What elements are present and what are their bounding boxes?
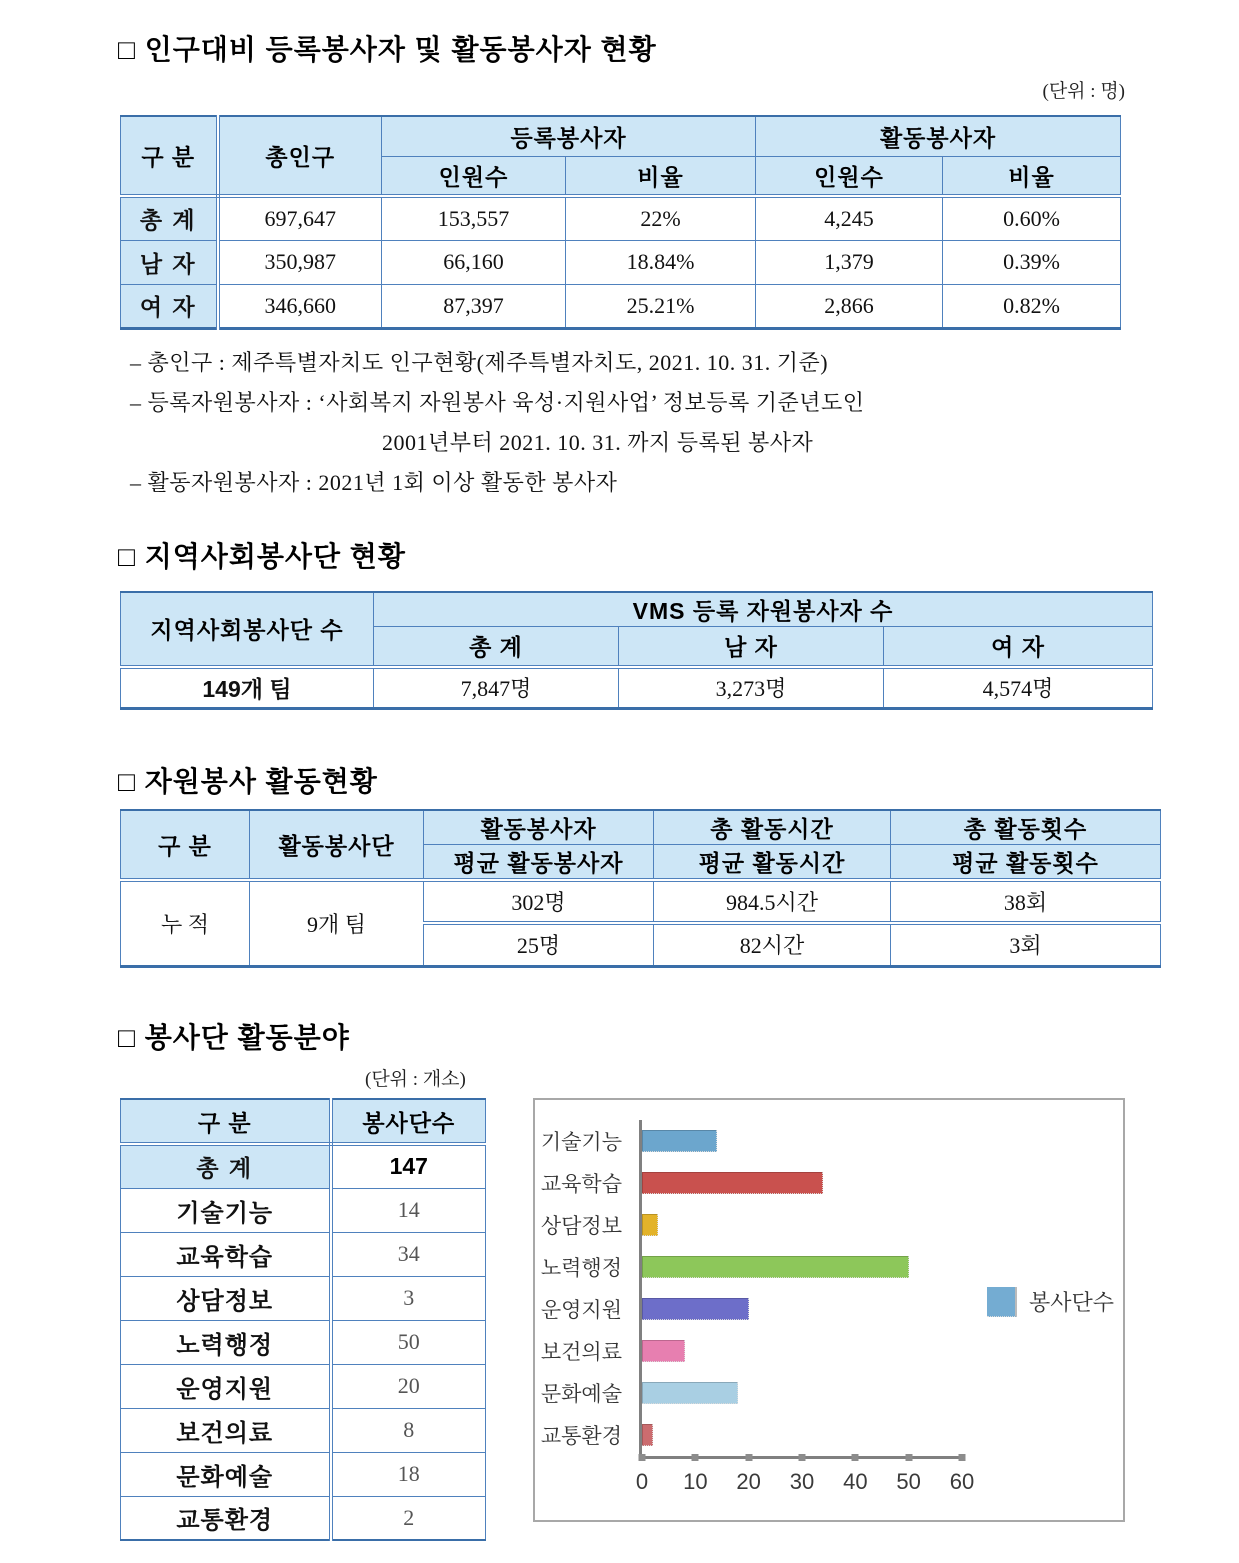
population-volunteer-table bbox=[120, 115, 1121, 330]
chart-category-label: 기술기능 bbox=[540, 1131, 622, 1154]
chart-bar-track bbox=[642, 1340, 962, 1362]
field-table-row bbox=[121, 1320, 486, 1364]
chart-category-label: 보건의료 bbox=[540, 1341, 622, 1364]
times-total-value: 38회 bbox=[891, 880, 1161, 923]
x-tick-label: 50 bbox=[896, 1469, 921, 1494]
col-header-group: 구 분 bbox=[121, 810, 250, 880]
col-header-active-count: 인원수 bbox=[756, 156, 943, 196]
total-population: 346,660 bbox=[218, 284, 382, 328]
col-header-group: 구 분 bbox=[121, 116, 218, 196]
col-header-vms-male: 남 자 bbox=[619, 627, 884, 667]
times-avg-value: 3회 bbox=[891, 923, 1161, 966]
col-header-hours-avg: 평균 활동시간 bbox=[654, 845, 891, 881]
row-label: 여 자 bbox=[121, 284, 218, 328]
x-axis-tick bbox=[799, 1454, 806, 1461]
registered-count: 153,557 bbox=[382, 196, 566, 240]
footnote-active-volunteers: – 활동자원봉사자 : 2021년 1회 이상 활동한 봉사자 bbox=[130, 470, 618, 495]
registered-ratio: 18.84% bbox=[566, 240, 756, 284]
field-category-label: 기술기능 bbox=[121, 1188, 331, 1232]
chart-y-axis-line bbox=[639, 1120, 642, 1459]
chart-bar-노력행정 bbox=[642, 1256, 909, 1278]
hours-total-value: 984.5시간 bbox=[654, 880, 891, 923]
field-category-label: 보건의료 bbox=[121, 1408, 331, 1452]
field-table-row-total bbox=[121, 1144, 486, 1188]
volunteer-activity-table bbox=[120, 809, 1161, 968]
chart-bar-track bbox=[642, 1130, 962, 1152]
chart-bar-상담정보 bbox=[642, 1214, 658, 1236]
field-category-label: 노력행정 bbox=[121, 1320, 331, 1364]
col-header-active-ratio: 비율 bbox=[943, 156, 1121, 196]
col-header-volunteers-total: 활동봉사자 bbox=[424, 810, 654, 845]
x-tick-label: 20 bbox=[736, 1469, 761, 1494]
chart-category-row bbox=[535, 1330, 1123, 1372]
chart-bar-교통환경 bbox=[642, 1424, 653, 1446]
chart-bar-기술기능 bbox=[642, 1130, 717, 1152]
registered-count: 87,397 bbox=[382, 284, 566, 328]
field-table-body bbox=[121, 1144, 486, 1540]
field-table-row bbox=[121, 1364, 486, 1408]
chart-category-label: 상담정보 bbox=[540, 1215, 622, 1238]
col-header-category: 구 분 bbox=[121, 1099, 331, 1144]
col-group-registered-volunteers: 등록봉사자 bbox=[382, 116, 756, 156]
col-header-team-count: 지역사회봉사단 수 bbox=[121, 592, 374, 667]
field-total-value: 147 bbox=[331, 1144, 486, 1188]
field-count-value: 50 bbox=[331, 1320, 486, 1364]
community-service-team-table bbox=[120, 591, 1153, 710]
x-axis-tick bbox=[745, 1454, 752, 1461]
col-header-vms-female: 여 자 bbox=[884, 627, 1153, 667]
table-row-male bbox=[121, 240, 1121, 284]
total-population: 697,647 bbox=[218, 196, 382, 240]
volunteers-total-value: 302명 bbox=[424, 880, 654, 923]
hours-avg-value: 82시간 bbox=[654, 923, 891, 966]
active-ratio: 0.82% bbox=[943, 284, 1121, 328]
section4-title: □ 봉사단 활동분야 bbox=[118, 1022, 350, 1053]
chart-bar-track bbox=[642, 1172, 962, 1194]
x-tick-label: 60 bbox=[949, 1469, 975, 1494]
field-count-value: 14 bbox=[331, 1188, 486, 1232]
team-count-value: 9개 팀 bbox=[250, 880, 424, 966]
chart-category-row bbox=[535, 1414, 1123, 1456]
chart-category-label: 문화예술 bbox=[540, 1383, 622, 1406]
chart-x-axis-labels bbox=[635, 1469, 975, 1499]
x-axis-tick bbox=[905, 1454, 912, 1461]
volunteers-avg-value: 25명 bbox=[424, 923, 654, 966]
field-count-value: 2 bbox=[331, 1496, 486, 1540]
chart-bar-track bbox=[642, 1298, 962, 1320]
section1-unit-label: (단위 : 명) bbox=[1042, 81, 1125, 102]
col-header-team-count: 봉사단수 bbox=[331, 1099, 486, 1144]
field-table-row bbox=[121, 1232, 486, 1276]
chart-legend bbox=[987, 1286, 1114, 1317]
section3-title: □ 자원봉사 활동현황 bbox=[118, 766, 378, 797]
field-count-value: 20 bbox=[331, 1364, 486, 1408]
col-header-active-team: 활동봉사단 bbox=[250, 810, 424, 880]
table-row-cumulative-total bbox=[121, 880, 1161, 923]
field-total-label: 총 계 bbox=[121, 1144, 331, 1188]
chart-bar-문화예술 bbox=[642, 1382, 738, 1404]
x-axis-tick bbox=[692, 1454, 699, 1461]
field-table-row bbox=[121, 1276, 486, 1320]
x-tick-label: 10 bbox=[683, 1469, 708, 1494]
chart-category-row bbox=[535, 1120, 1123, 1162]
field-category-label: 문화예술 bbox=[121, 1452, 331, 1496]
section2-title: □ 지역사회봉사단 현황 bbox=[118, 541, 406, 572]
field-table-row bbox=[121, 1408, 486, 1452]
x-tick-label: 40 bbox=[843, 1469, 868, 1494]
col-header-registered-ratio: 비율 bbox=[566, 156, 756, 196]
total-population: 350,987 bbox=[218, 240, 382, 284]
active-ratio: 0.60% bbox=[943, 196, 1121, 240]
chart-category-label: 교육학습 bbox=[540, 1173, 622, 1196]
x-tick-label: 0 bbox=[635, 1469, 649, 1494]
col-header-volunteers-avg: 평균 활동봉사자 bbox=[424, 845, 654, 881]
x-axis-tick bbox=[639, 1454, 646, 1461]
x-tick-label: 30 bbox=[789, 1469, 815, 1494]
footnotes bbox=[130, 347, 1130, 507]
field-count-value: 18 bbox=[331, 1452, 486, 1496]
registered-ratio: 22% bbox=[566, 196, 756, 240]
col-group-active-volunteers: 활동봉사자 bbox=[756, 116, 1121, 156]
field-table-row bbox=[121, 1452, 486, 1496]
chart-bar-보건의료 bbox=[642, 1340, 685, 1362]
footnote-registered-volunteers: – 등록자원봉사자 : ‘사회복지 자원봉사 육성·지원사업’ 정보등록 기준년도인 bbox=[130, 390, 865, 415]
chart-x-axis-line bbox=[639, 1456, 962, 1459]
field-table-row bbox=[121, 1496, 486, 1540]
table-row-total bbox=[121, 196, 1121, 240]
active-count: 2,866 bbox=[756, 284, 943, 328]
section1-title: □ 인구대비 등록봉사자 및 활동봉사자 현황 bbox=[118, 34, 657, 65]
registered-count: 66,160 bbox=[382, 240, 566, 284]
footnote-total-population: – 총인구 : 제주특별자치도 인구현황(제주특별자치도, 2021. 10. 31. 기준) bbox=[130, 350, 829, 375]
col-header-times-avg: 평균 활동횟수 bbox=[891, 845, 1161, 881]
col-header-times-total: 총 활동횟수 bbox=[891, 810, 1161, 845]
legend-label: 봉사단수 bbox=[1029, 1290, 1115, 1315]
row-label-cumulative: 누 적 bbox=[121, 880, 250, 966]
footnote-registered-volunteers-cont: 2001년부터 2021. 10. 31. 까지 등록된 봉사자 bbox=[382, 430, 814, 455]
field-category-label: 운영지원 bbox=[121, 1364, 331, 1408]
vms-total-value: 7,847명 bbox=[374, 667, 619, 709]
chart-category-row bbox=[535, 1372, 1123, 1414]
chart-bar-교육학습 bbox=[642, 1172, 823, 1194]
col-header-vms-total: 총 계 bbox=[374, 627, 619, 667]
service-field-bar-chart bbox=[533, 1098, 1125, 1522]
field-category-label: 상담정보 bbox=[121, 1276, 331, 1320]
chart-category-row bbox=[535, 1246, 1123, 1288]
row-label: 남 자 bbox=[121, 240, 218, 284]
field-count-value: 3 bbox=[331, 1276, 486, 1320]
field-count-value: 34 bbox=[331, 1232, 486, 1276]
chart-category-label: 운영지원 bbox=[540, 1299, 622, 1322]
chart-category-label: 교통환경 bbox=[540, 1425, 622, 1448]
col-header-registered-count: 인원수 bbox=[382, 156, 566, 196]
chart-bar-track bbox=[642, 1214, 962, 1236]
field-table-row bbox=[121, 1188, 486, 1232]
col-header-total-population: 총인구 bbox=[218, 116, 382, 196]
chart-bar-track bbox=[642, 1424, 962, 1446]
x-axis-tick bbox=[959, 1454, 966, 1461]
field-count-value: 8 bbox=[331, 1408, 486, 1452]
col-header-hours-total: 총 활동시간 bbox=[654, 810, 891, 845]
service-field-table bbox=[120, 1098, 486, 1541]
chart-bar-track bbox=[642, 1382, 962, 1404]
col-group-vms-registered: VMS 등록 자원봉사자 수 bbox=[374, 592, 1153, 627]
x-axis-tick bbox=[852, 1454, 859, 1461]
registered-ratio: 25.21% bbox=[566, 284, 756, 328]
vms-female-value: 4,574명 bbox=[884, 667, 1153, 709]
legend-color-swatch bbox=[987, 1287, 1017, 1317]
active-count: 4,245 bbox=[756, 196, 943, 240]
chart-bar-track bbox=[642, 1256, 962, 1278]
field-category-label: 교육학습 bbox=[121, 1232, 331, 1276]
table-row-teams bbox=[121, 667, 1153, 709]
chart-bar-운영지원 bbox=[642, 1298, 749, 1320]
team-count-value: 149개 팀 bbox=[121, 667, 374, 709]
chart-category-row bbox=[535, 1162, 1123, 1204]
chart-category-row bbox=[535, 1204, 1123, 1246]
active-count: 1,379 bbox=[756, 240, 943, 284]
row-label: 총 계 bbox=[121, 196, 218, 240]
vms-male-value: 3,273명 bbox=[619, 667, 884, 709]
field-category-label: 교통환경 bbox=[121, 1496, 331, 1540]
chart-category-label: 노력행정 bbox=[540, 1257, 622, 1280]
active-ratio: 0.39% bbox=[943, 240, 1121, 284]
section4-unit-label: (단위 : 개소) bbox=[365, 1069, 466, 1090]
table-row-female bbox=[121, 284, 1121, 328]
